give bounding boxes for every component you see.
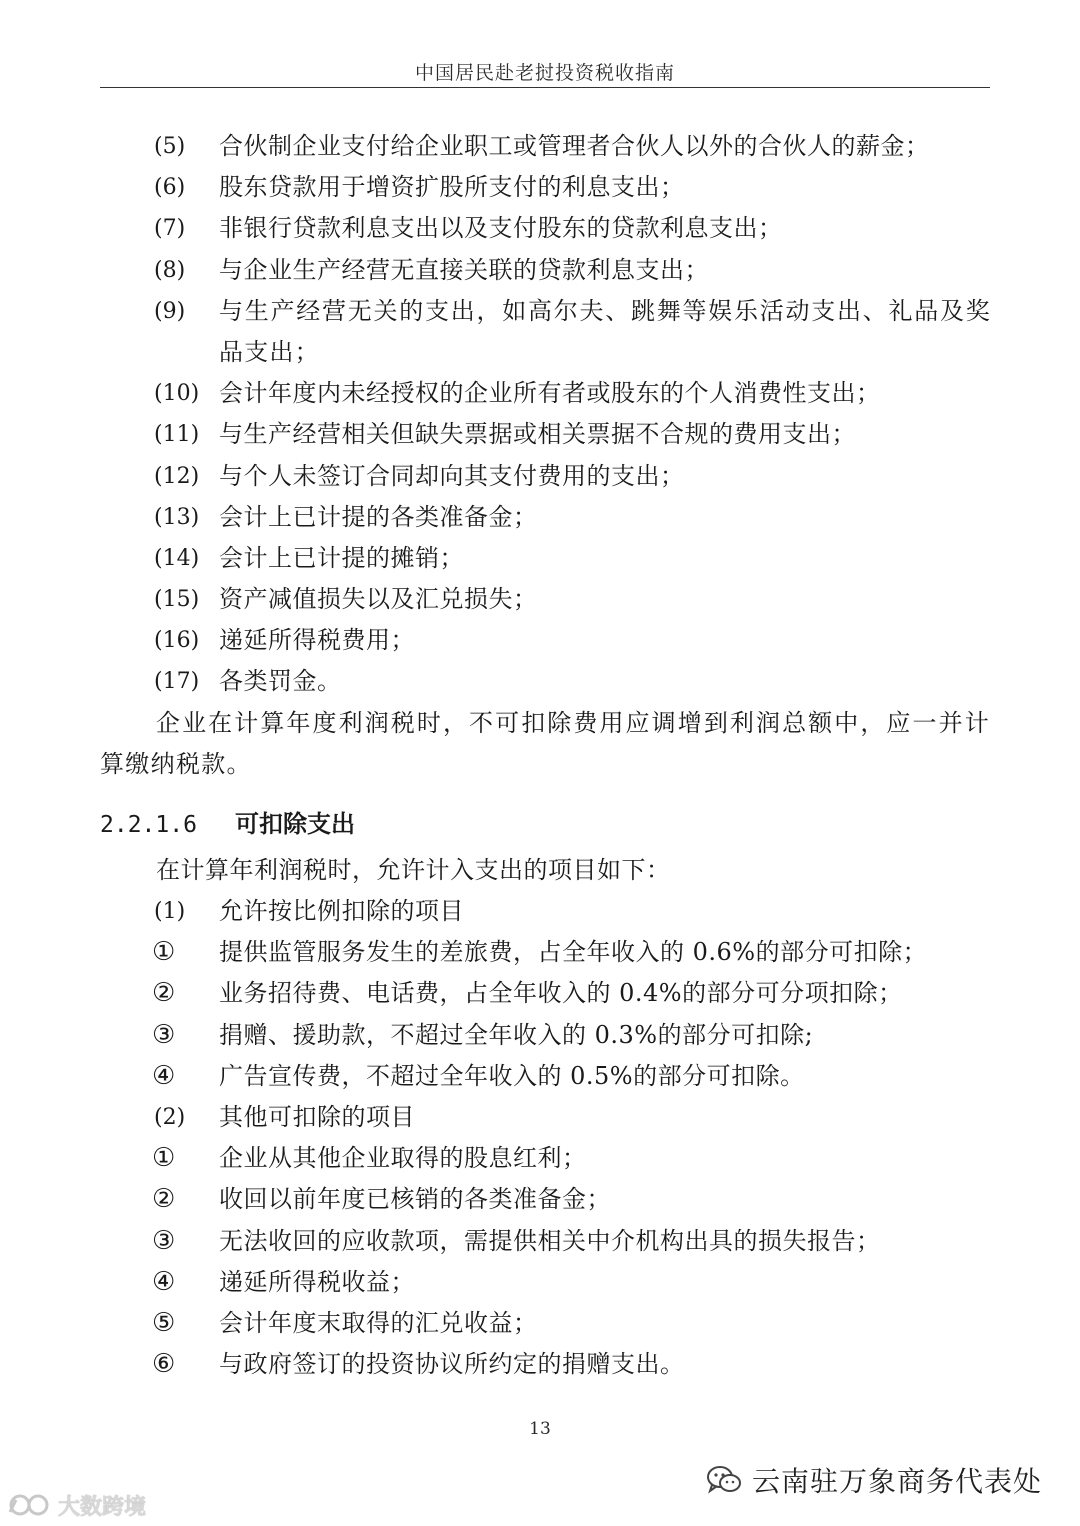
section-heading bbox=[100, 803, 355, 846]
item-number: (15) bbox=[154, 587, 200, 613]
list-item bbox=[0, 208, 1080, 249]
list-item bbox=[0, 1015, 1080, 1056]
item-number: (13) bbox=[154, 504, 200, 530]
site-name: 大数跨境 bbox=[58, 1494, 147, 1520]
item-text: 资产减值损失以及汇兑损失； bbox=[219, 585, 538, 614]
item-number: (5) bbox=[154, 134, 186, 159]
list-item bbox=[0, 414, 1080, 455]
circled-number: ③ bbox=[152, 1225, 176, 1256]
item-number: (8) bbox=[154, 257, 186, 283]
item-number: (12) bbox=[154, 463, 200, 489]
circled-number: ② bbox=[152, 978, 176, 1009]
list-item bbox=[0, 373, 1080, 414]
list-item bbox=[0, 1344, 1080, 1385]
group-number: (1) bbox=[154, 899, 186, 924]
list-item bbox=[0, 291, 1080, 373]
item-text: 广告宣传费，不超过全年收入的 0.5%的部分可扣除。 bbox=[219, 1061, 805, 1090]
wechat-icon bbox=[706, 1464, 742, 1496]
list-item bbox=[0, 126, 1080, 167]
item-text: 与政府签订的投资协议所约定的捐赠支出。 bbox=[219, 1350, 685, 1379]
item-text: 合伙制企业支付给企业职工或管理者合伙人以外的合伙人的薪金； bbox=[219, 132, 930, 160]
item-number: (16) bbox=[154, 628, 200, 654]
item-number: (6) bbox=[154, 175, 186, 201]
list-item bbox=[0, 973, 1080, 1014]
list-item bbox=[0, 932, 1080, 973]
list-item bbox=[0, 579, 1080, 620]
group-heading bbox=[0, 1097, 1080, 1138]
item-number: (17) bbox=[154, 669, 200, 695]
item-text: 股东贷款用于增资扩股所支付的利息支出； bbox=[219, 173, 685, 202]
group-title: 允许按比例扣除的项目 bbox=[219, 897, 464, 925]
item-text: 会计上已计提的摊销； bbox=[219, 543, 464, 572]
item-text: 企业从其他企业取得的股息红利； bbox=[219, 1144, 587, 1173]
list-item bbox=[0, 250, 1080, 291]
nondeductible-list bbox=[0, 126, 1080, 703]
running-header: 中国居民赴老挝投资税收指南 bbox=[414, 62, 675, 84]
list-item bbox=[0, 620, 1080, 661]
item-text: 会计上已计提的各类准备金； bbox=[219, 502, 538, 531]
list-item bbox=[0, 1221, 1080, 1262]
item-text: 会计年度末取得的汇兑收益； bbox=[219, 1308, 538, 1337]
circled-number: ① bbox=[152, 937, 176, 968]
deductible-list bbox=[0, 891, 1080, 1385]
item-text: 提供监管服务发生的差旅费，占全年收入的 0.6%的部分可扣除； bbox=[219, 938, 928, 967]
item-text: 会计年度内未经授权的企业所有者或股东的个人消费性支出； bbox=[219, 379, 881, 408]
list-item bbox=[0, 538, 1080, 579]
account-name: 云南驻万象商务代表处 bbox=[751, 1465, 1042, 1498]
list-item bbox=[0, 1303, 1080, 1344]
circled-number: ④ bbox=[152, 1060, 176, 1091]
list-item bbox=[0, 661, 1080, 702]
list-item bbox=[0, 1262, 1080, 1303]
group-title: 其他可扣除的项目 bbox=[219, 1102, 415, 1131]
group-heading bbox=[0, 891, 1080, 932]
site-watermark bbox=[8, 1490, 146, 1520]
item-number: (11) bbox=[154, 422, 200, 448]
section-title: 可扣除支出 bbox=[235, 809, 355, 838]
section-number: 2.2.1.6 bbox=[100, 812, 197, 838]
item-text: 与企业生产经营无直接关联的贷款利息支出； bbox=[219, 255, 709, 284]
item-text: 递延所得税收益； bbox=[219, 1267, 415, 1296]
circled-number: ① bbox=[152, 1143, 176, 1174]
item-text: 与生产经营相关但缺失票据或相关票据不合规的费用支出； bbox=[219, 420, 856, 449]
header-rule bbox=[100, 87, 990, 88]
item-text: 捐赠、援助款，不超过全年收入的 0.3%的部分可扣除; bbox=[219, 1020, 814, 1049]
dashu-logo-icon bbox=[8, 1492, 52, 1518]
list-item bbox=[0, 1056, 1080, 1097]
circled-number: ② bbox=[152, 1184, 176, 1215]
circled-number: ⑥ bbox=[152, 1349, 176, 1380]
item-text: 与个人未签订合同却向其支付费用的支出； bbox=[219, 461, 685, 490]
item-number: (10) bbox=[154, 381, 200, 407]
intro-paragraph: 在计算年利润税时，允许计入支出的项目如下： bbox=[156, 856, 671, 884]
circled-number: ④ bbox=[152, 1266, 176, 1297]
list-item bbox=[0, 1179, 1080, 1220]
circled-number: ⑤ bbox=[152, 1307, 176, 1338]
item-text: 业务招待费、电话费，占全年收入的 0.4%的部分可分项扣除； bbox=[219, 979, 903, 1008]
list-item bbox=[0, 167, 1080, 208]
item-text: 递延所得税费用； bbox=[219, 626, 415, 655]
item-number: (7) bbox=[154, 216, 186, 242]
account-watermark bbox=[706, 1460, 1042, 1500]
list-item bbox=[0, 1138, 1080, 1179]
group-number: (2) bbox=[154, 1104, 186, 1130]
item-text: 非银行贷款利息支出以及支付股东的贷款利息支出； bbox=[219, 214, 783, 243]
item-text: 与生产经营无关的支出，如高尔夫、跳舞等娱乐活动支出、礼品及奖品支出； bbox=[219, 296, 991, 366]
list-item bbox=[0, 497, 1080, 538]
list-item bbox=[0, 456, 1080, 497]
item-text: 收回以前年度已核销的各类准备金； bbox=[219, 1185, 611, 1214]
item-text: 无法收回的应收款项，需提供相关中介机构出具的损失报告； bbox=[219, 1226, 881, 1255]
circled-number: ③ bbox=[152, 1019, 176, 1050]
item-number: (9) bbox=[154, 298, 186, 324]
item-text: 各类罚金。 bbox=[219, 667, 342, 696]
page-number: 13 bbox=[529, 1419, 551, 1439]
item-number: (14) bbox=[154, 545, 200, 571]
adjustment-paragraph: 企业在计算年度利润税时，不可扣除费用应调增到利润总额中，应一并计算缴纳税款。 bbox=[100, 709, 990, 778]
